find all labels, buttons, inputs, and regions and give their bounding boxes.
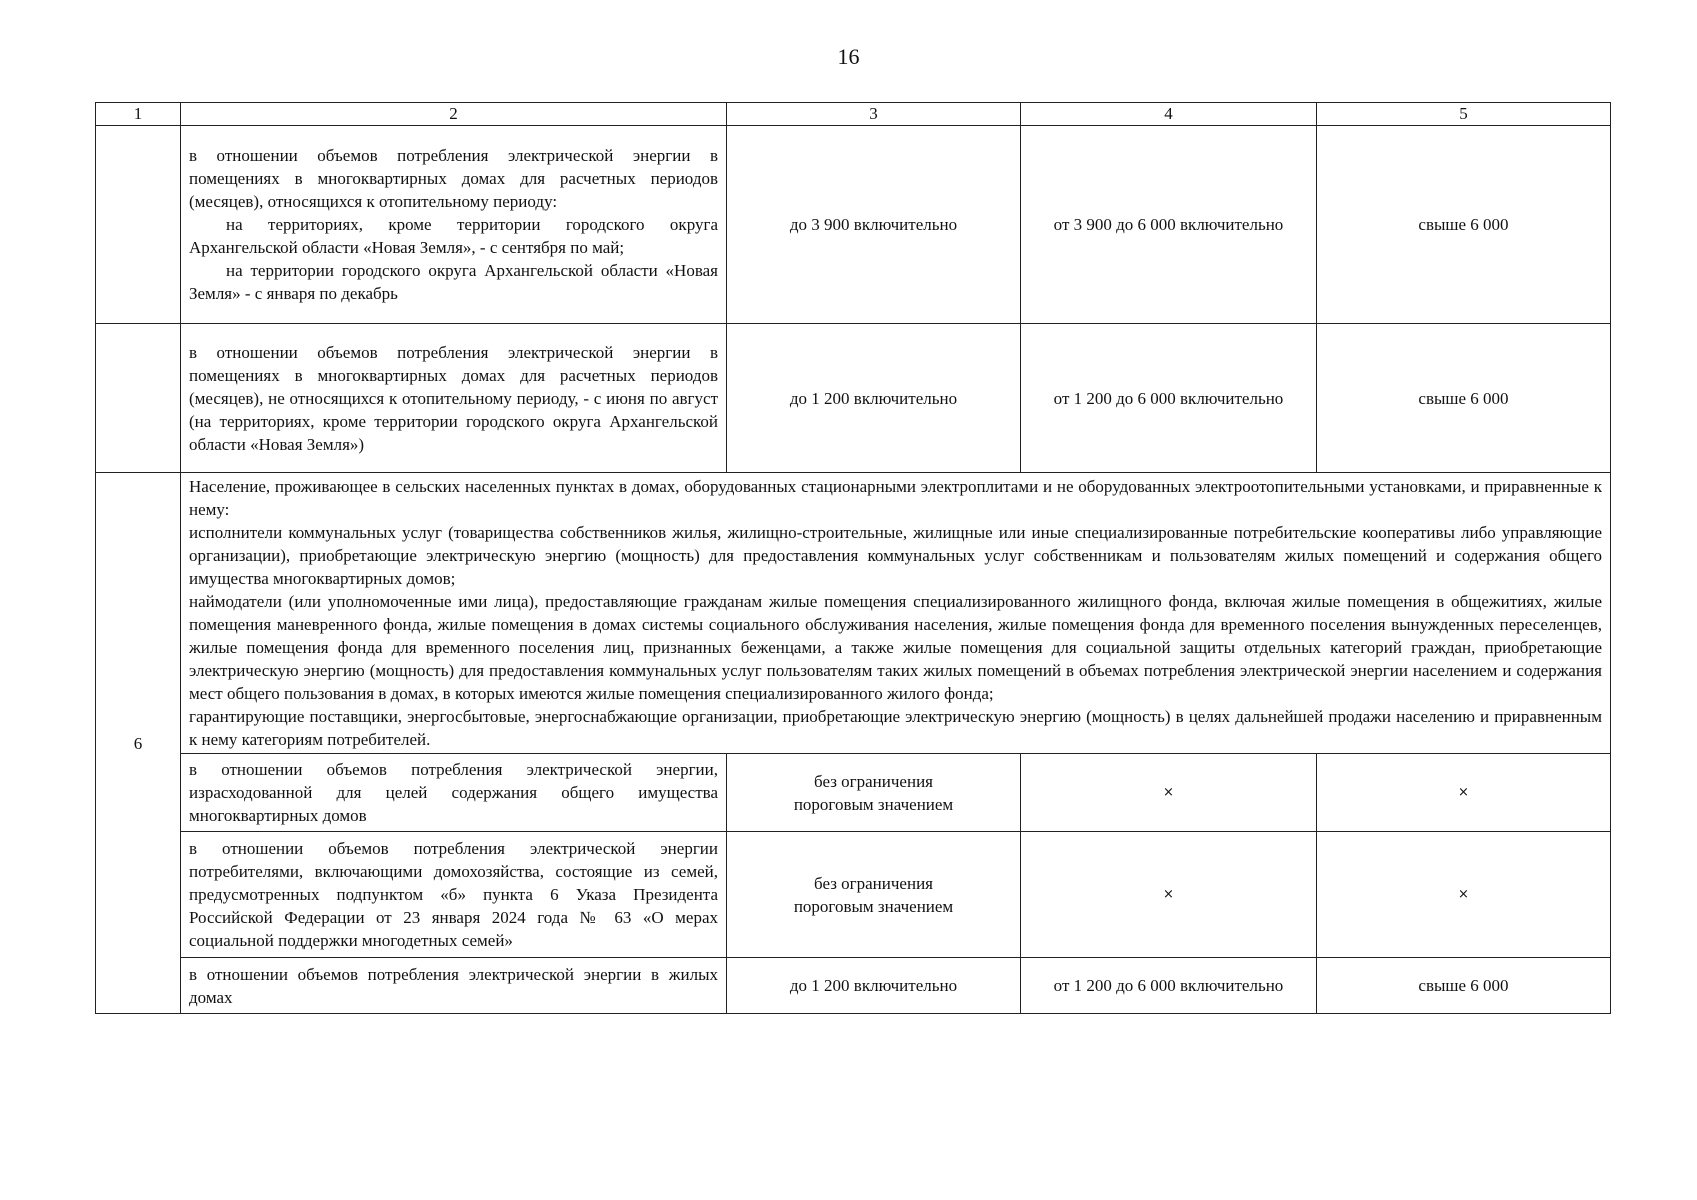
not-applicable-mark: × <box>1021 754 1317 832</box>
table-row <box>96 126 1611 324</box>
not-applicable-mark: × <box>1021 832 1317 958</box>
not-applicable-mark: × <box>1317 832 1611 958</box>
description-cell <box>181 126 727 324</box>
table-row <box>96 754 1611 832</box>
column-number: 1 <box>96 103 181 126</box>
number-cell <box>96 126 181 324</box>
column-number: 3 <box>727 103 1021 126</box>
column-number: 2 <box>181 103 727 126</box>
table-row <box>96 832 1611 958</box>
page-number: 16 <box>837 44 860 69</box>
threshold-mid-cell: от 3 900 до 6 000 включительно <box>1021 126 1317 324</box>
description-paragraph: в отношении объемов потребления электрической энергии в помещениях в многоквартирных домах для расчетных периодов (месяцев), относящихся к отопительному периоду: <box>189 146 718 211</box>
description-cell <box>181 754 727 832</box>
threshold-low-cell: без ограничения пороговым значением <box>727 754 1021 832</box>
column-number: 5 <box>1317 103 1611 126</box>
row-number-cell: 6 <box>96 473 181 1014</box>
threshold-low-cell: до 1 200 включительно <box>727 958 1021 1014</box>
number-cell <box>96 324 181 473</box>
description-paragraph: на территории городского округа Архангельской области «Новая Земля» - с января по декабрь <box>189 261 718 303</box>
consumer-group-description <box>181 473 1611 754</box>
column-number-row <box>96 103 1611 126</box>
description-cell <box>181 958 727 1014</box>
table-row <box>96 958 1611 1014</box>
threshold-mid-cell: от 1 200 до 6 000 включительно <box>1021 958 1317 1014</box>
threshold-mid-cell: от 1 200 до 6 000 включительно <box>1021 324 1317 473</box>
description-cell <box>181 832 727 958</box>
threshold-low-cell: без ограничения пороговым значением <box>727 832 1021 958</box>
column-number: 4 <box>1021 103 1317 126</box>
group-header-row <box>96 473 1611 754</box>
description-paragraph: в отношении объемов потребления электрической энергии в жилых домах <box>189 964 718 1007</box>
not-applicable-mark: × <box>1317 754 1611 832</box>
group-paragraph: исполнители коммунальных услуг (товарищества собственников жилья, жилищно-строительные, жилищные или иные специализированные потребительские кооперативы либо управляющие организации), приобретающие электрическую энергию (мощность) для предоставления коммунальных услуг собственникам и пользователям жилых помещений и содержания общего имущества многоквартирных домов; <box>189 523 1602 588</box>
description-paragraph: в отношении объемов потребления электрической энергии, израсходованной для целей содержания общего имущества многоквартирных домов <box>189 760 718 825</box>
threshold-low-cell: до 3 900 включительно <box>727 126 1021 324</box>
description-cell <box>181 324 727 473</box>
threshold-high-cell: свыше 6 000 <box>1317 958 1611 1014</box>
description-paragraph: в отношении объемов потребления электрической энергии потребителями, включающими домохозяйства, состоящие из семей, предусмотренных подпунктом «б» пункта 6 Указа Президента Российской Федерации от 23 января 2024 года № 63 «О мерах социальной поддержки многодетных семей» <box>189 839 718 950</box>
description-paragraph: в отношении объемов потребления электрической энергии в помещениях в многоквартирных домах для расчетных периодов (месяцев), не относящихся к отопительному периоду, - с июня по август (на территориях, кроме территории городского округа Архангельской области «Новая Земля») <box>189 342 718 454</box>
threshold-low-cell: до 1 200 включительно <box>727 324 1021 473</box>
group-paragraph: Население, проживающее в сельских населенных пунктах в домах, оборудованных стационарными электроплитами и не оборудованных электроотопительными установками, и приравненные к нему: <box>189 477 1602 519</box>
table-row <box>96 324 1611 473</box>
threshold-high-cell: свыше 6 000 <box>1317 126 1611 324</box>
group-paragraph: наймодатели (или уполномоченные ими лица), предоставляющие гражданам жилые помещения специализированного жилищного фонда, включая жилые помещения в общежитиях, жилые помещения маневренного фонда, жилые помещения в домах системы социального обслуживания населения, жилые помещения фонда для временного поселения вынужденных переселенцев, жилые помещения фонда для временного поселения лиц, признанных беженцами, а также жилые помещения для социальной защиты отдельных категорий граждан, приобретающие электрическую энергию (мощность) для предоставления коммунальных услуг пользователям таких жилых помещений в объемах потребления электрической энергии населением и содержания мест общего пользования в домах, в которых имеются жилые помещения специализированного жилого фонда; <box>189 592 1602 703</box>
threshold-high-cell: свыше 6 000 <box>1317 324 1611 473</box>
tariff-table <box>95 102 1611 1014</box>
group-paragraph: гарантирующие поставщики, энергосбытовые, энергоснабжающие организации, приобретающие электрическую энергию (мощность) в целях дальнейшей продажи населению и приравненным к нему категориям потребителей. <box>189 707 1602 749</box>
description-paragraph: на территориях, кроме территории городского округа Архангельской области «Новая Земля», - с сентября по май; <box>189 215 718 257</box>
